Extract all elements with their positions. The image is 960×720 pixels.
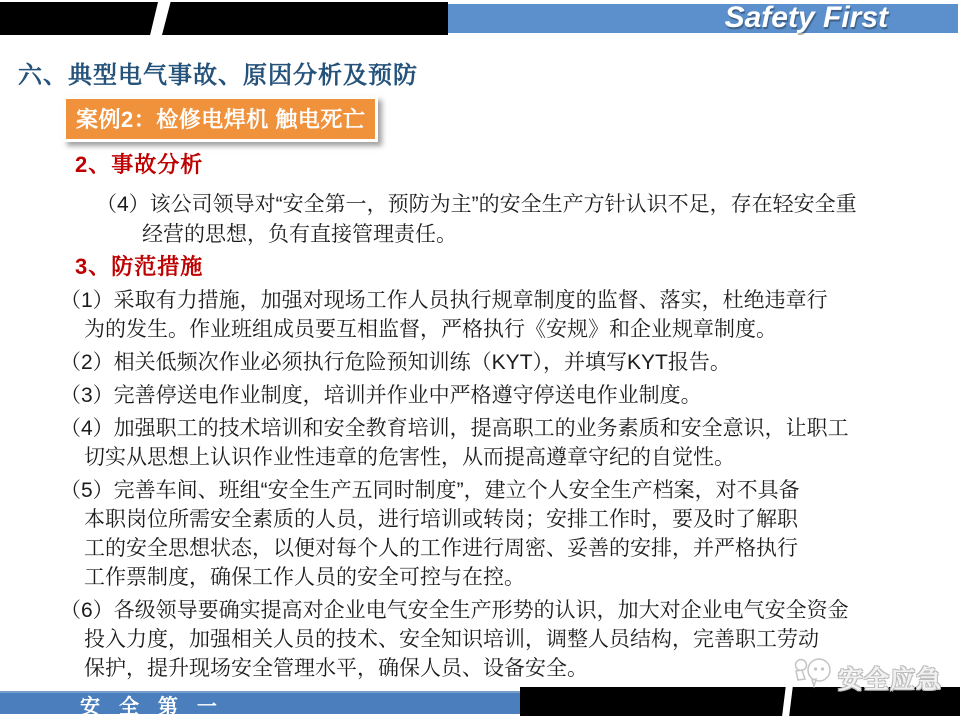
body-line: 工作票制度，确保工作人员的安全可控与在控。 bbox=[84, 566, 525, 589]
watermark-logo-text: 安全应急 bbox=[838, 666, 943, 694]
body-line: 工的安全思想状态，以便对每个人的工作进行周密、妥善的安排，并严格执行 bbox=[84, 537, 798, 560]
top-black-bar-mid bbox=[162, 2, 448, 35]
body-line: （6）各级领导要确实提高对企业电气安全生产形势的认识，加大对企业电气安全资金 bbox=[60, 599, 849, 622]
body-line: 为的发生。作业班组成员要互相监督，严格执行《安规》和企业规章制度。 bbox=[84, 318, 777, 341]
case-banner: 案例2：检修电焊机 触电死亡 bbox=[63, 96, 378, 142]
top-black-bar-left bbox=[0, 2, 158, 35]
watermark-logo bbox=[792, 655, 952, 695]
body-line: （2）相关低频次作业必须执行危险预知训练（KYT），并填写KYT报告。 bbox=[60, 351, 731, 374]
measure-item-4 bbox=[0, 414, 960, 472]
measure-item-3 bbox=[0, 381, 960, 410]
measure-item-5 bbox=[0, 476, 960, 592]
body-line: （5）完善车间、班组“安全生产五同时制度”，建立个人安全生产档案，对不具备 bbox=[60, 479, 800, 502]
body-line: 投入力度，加强相关人员的技术、安全知识培训，调整人员结构，完善职工劳动 bbox=[84, 628, 819, 651]
body-line: （4）该公司领导对“安全第一，预防为主”的安全生产方针认识不足，存在轻安全重 bbox=[96, 193, 857, 216]
body-line: 本职岗位所需安全素质的人员，进行培训或转岗；安排工作时，要及时了解职 bbox=[84, 508, 798, 531]
body-line: （3）完善停送电作业制度，培训并作业中严格遵守停送电作业制度。 bbox=[60, 384, 702, 407]
page-title: 六、典型电气事故、原因分析及预防 bbox=[18, 60, 418, 89]
body-line: （4）加强职工的技术培训和安全教育培训，提高职工的业务素质和安全意识，让职工 bbox=[60, 417, 849, 440]
body-line: 经营的思想，负有直接管理责任。 bbox=[142, 223, 457, 246]
mascot-icon bbox=[792, 655, 836, 700]
measures-heading: 3、防范措施 bbox=[75, 254, 204, 279]
body-line: 切实从思想上认识作业性违章的危害性，从而提高遵章守纪的自觉性。 bbox=[84, 446, 735, 469]
footer-blue-bar bbox=[0, 691, 520, 714]
measure-item-2 bbox=[0, 348, 960, 377]
measure-item-1 bbox=[0, 286, 960, 344]
body-line: （1）采取有力措施，加强对现场工作人员执行规章制度的监督、落实，杜绝违章行 bbox=[60, 289, 828, 312]
safety-first-banner: Safety First bbox=[724, 1, 888, 34]
analysis-paragraph bbox=[0, 190, 960, 250]
analysis-heading: 2、事故分析 bbox=[75, 152, 204, 177]
body-line: 保护，提升现场安全管理水平，确保人员、设备安全。 bbox=[84, 657, 588, 680]
measures-list bbox=[0, 286, 960, 687]
footer-slogan: 安 全 第 一 bbox=[80, 694, 223, 718]
